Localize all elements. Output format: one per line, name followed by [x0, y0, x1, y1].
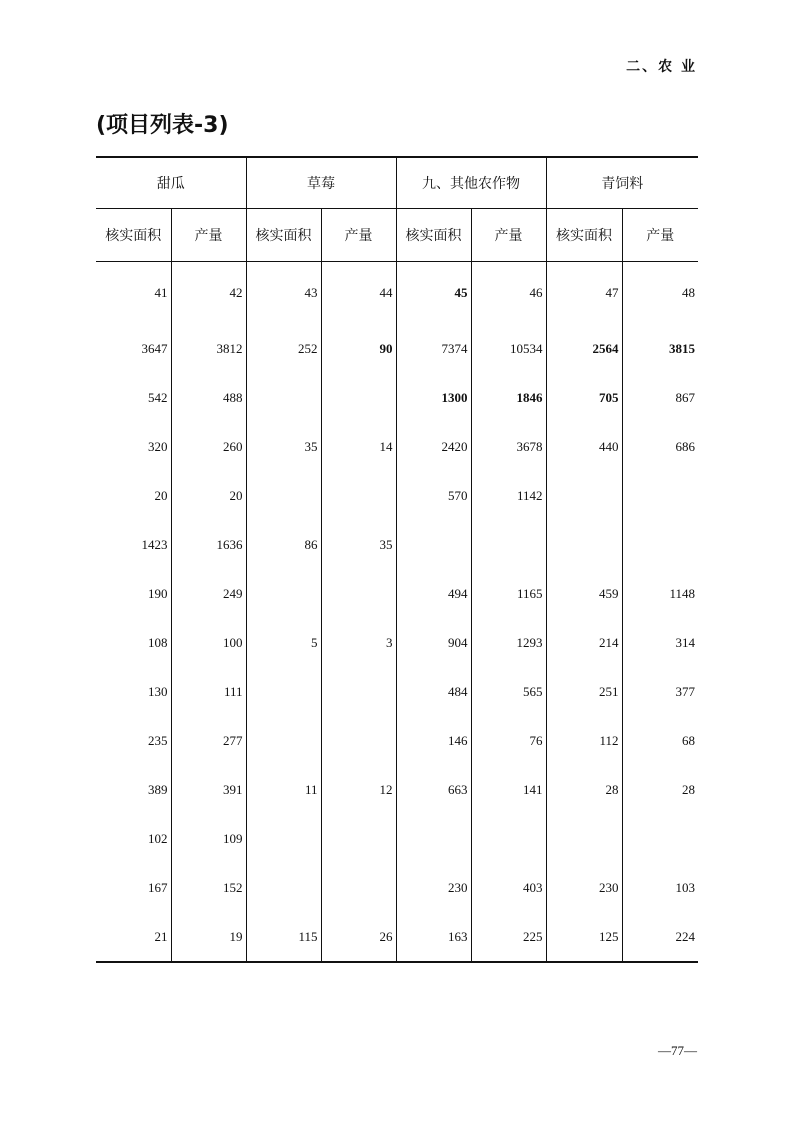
table-cell — [246, 716, 321, 765]
table-cell — [471, 814, 546, 863]
table-cell — [246, 373, 321, 422]
table-cell: 10534 — [471, 324, 546, 373]
table-cell: 125 — [546, 912, 622, 962]
table-row — [96, 912, 698, 962]
table-cell: 663 — [396, 765, 471, 814]
table-cell: 7374 — [396, 324, 471, 373]
table-cell: 3647 — [96, 324, 171, 373]
page-number: —77— — [658, 1043, 697, 1058]
table-cell: 484 — [396, 667, 471, 716]
table-cell: 1636 — [171, 520, 246, 569]
table-cell — [246, 471, 321, 520]
table-cell: 111 — [171, 667, 246, 716]
table-cell: 42 — [171, 262, 246, 325]
table-cell: 46 — [471, 262, 546, 325]
table-row — [96, 667, 698, 716]
table-cell: 43 — [246, 262, 321, 325]
table-cell: 12 — [321, 765, 396, 814]
table-cell: 109 — [171, 814, 246, 863]
table-cell — [321, 814, 396, 863]
table-cell: 167 — [96, 863, 171, 912]
section-header: 二、农 业 — [626, 59, 697, 75]
table-row — [96, 863, 698, 912]
subheader-output: 产量 — [171, 209, 246, 262]
table-cell: 102 — [96, 814, 171, 863]
table-cell — [546, 520, 622, 569]
table-cell: 1293 — [471, 618, 546, 667]
table-cell: 19 — [171, 912, 246, 962]
table-cell: 20 — [96, 471, 171, 520]
table-cell — [321, 716, 396, 765]
table-cell — [622, 520, 698, 569]
table-row — [96, 520, 698, 569]
table-cell: 2564 — [546, 324, 622, 373]
table-row — [96, 373, 698, 422]
group-header-green-fodder: 青饲料 — [546, 157, 698, 209]
table-cell: 2420 — [396, 422, 471, 471]
subheader-output: 产量 — [622, 209, 698, 262]
table-cell: 3815 — [669, 340, 695, 356]
subheader-area: 核实面积 — [546, 209, 622, 262]
table-cell: 100 — [171, 618, 246, 667]
table-cell: 108 — [96, 618, 171, 667]
table-cell: 28 — [682, 781, 695, 797]
table-cell: 251 — [546, 667, 622, 716]
table-row — [96, 569, 698, 618]
table-cell — [321, 569, 396, 618]
group-header-melon: 甜瓜 — [96, 157, 246, 209]
table-cell: 1846 — [471, 373, 546, 422]
subheader-output: 产量 — [321, 209, 396, 262]
table-cell — [321, 863, 396, 912]
page-title: (项目列表-3) — [96, 113, 229, 138]
table-cell — [546, 814, 622, 863]
table-cell: 11 — [246, 765, 321, 814]
table-cell: 686 — [675, 438, 695, 454]
table-cell — [246, 863, 321, 912]
table-cell: 5 — [246, 618, 321, 667]
table-cell: 565 — [471, 667, 546, 716]
table-cell — [246, 569, 321, 618]
table-cell: 488 — [171, 373, 246, 422]
table-cell: 459 — [546, 569, 622, 618]
table-cell: 1148 — [669, 585, 695, 601]
table-cell: 277 — [171, 716, 246, 765]
group-header-other-crops: 九、其他农作物 — [396, 157, 546, 209]
table-cell: 68 — [682, 732, 695, 748]
table-cell: 3 — [321, 618, 396, 667]
subheader-area: 核实面积 — [96, 209, 171, 262]
table-cell: 249 — [171, 569, 246, 618]
table-cell: 230 — [546, 863, 622, 912]
table-cell: 904 — [396, 618, 471, 667]
table-cell: 3812 — [171, 324, 246, 373]
table-cell — [546, 471, 622, 520]
table-cell: 252 — [246, 324, 321, 373]
table-cell — [246, 667, 321, 716]
table-cell — [471, 520, 546, 569]
table-cell: 1165 — [471, 569, 546, 618]
table-cell: 115 — [246, 912, 321, 962]
table-row — [96, 471, 698, 520]
table-cell: 35 — [246, 422, 321, 471]
table-cell: 494 — [396, 569, 471, 618]
table-cell: 21 — [96, 912, 171, 962]
table-cell: 224 — [622, 912, 698, 962]
table-cell: 225 — [471, 912, 546, 962]
table-cell — [396, 520, 471, 569]
table-cell: 320 — [96, 422, 171, 471]
table-cell: 152 — [171, 863, 246, 912]
table-cell: 26 — [321, 912, 396, 962]
table-cell: 130 — [96, 667, 171, 716]
table-cell: 214 — [546, 618, 622, 667]
table-cell: 103 — [675, 879, 695, 895]
table-cell: 867 — [675, 389, 695, 405]
table-row — [96, 716, 698, 765]
table-cell: 90 — [321, 324, 396, 373]
table-row — [96, 814, 698, 863]
table-cell: 260 — [171, 422, 246, 471]
subheader-area: 核实面积 — [246, 209, 321, 262]
table-cell: 190 — [96, 569, 171, 618]
table-cell: 76 — [471, 716, 546, 765]
table-cell: 377 — [675, 683, 695, 699]
table-cell: 14 — [321, 422, 396, 471]
table-cell: 440 — [546, 422, 622, 471]
table-cell: 403 — [471, 863, 546, 912]
table-cell: 570 — [396, 471, 471, 520]
table-cell — [622, 471, 698, 520]
table-row — [96, 324, 698, 373]
table-cell: 1423 — [96, 520, 171, 569]
table-cell: 112 — [546, 716, 622, 765]
table-cell — [246, 814, 321, 863]
table-cell: 86 — [246, 520, 321, 569]
table-cell — [396, 814, 471, 863]
table-cell — [321, 373, 396, 422]
table-cell: 35 — [321, 520, 396, 569]
table-cell: 44 — [321, 262, 396, 325]
table-cell — [622, 814, 698, 863]
table-cell: 163 — [396, 912, 471, 962]
table-row — [96, 422, 698, 471]
table-cell: 47 — [546, 262, 622, 325]
table-cell: 1142 — [471, 471, 546, 520]
table-cell: 389 — [96, 765, 171, 814]
table-cell — [321, 667, 396, 716]
table-cell: 146 — [396, 716, 471, 765]
table-cell: 41 — [96, 262, 171, 325]
table-cell: 705 — [546, 373, 622, 422]
table-cell: 20 — [171, 471, 246, 520]
table-row — [96, 262, 698, 325]
table-row — [96, 765, 698, 814]
table-cell: 141 — [471, 765, 546, 814]
table-cell — [321, 471, 396, 520]
table-cell: 230 — [396, 863, 471, 912]
table-cell: 314 — [675, 634, 695, 650]
table-cell: 1300 — [396, 373, 471, 422]
group-header-strawberry: 草莓 — [246, 157, 396, 209]
table-cell: 48 — [682, 285, 695, 300]
table-cell: 235 — [96, 716, 171, 765]
subheader-area: 核实面积 — [396, 209, 471, 262]
table-cell: 45 — [396, 262, 471, 325]
table-cell: 542 — [96, 373, 171, 422]
table-cell: 3678 — [471, 422, 546, 471]
subheader-output: 产量 — [471, 209, 546, 262]
table-cell: 391 — [171, 765, 246, 814]
table-row — [96, 618, 698, 667]
table-cell: 28 — [546, 765, 622, 814]
data-table — [96, 156, 698, 963]
